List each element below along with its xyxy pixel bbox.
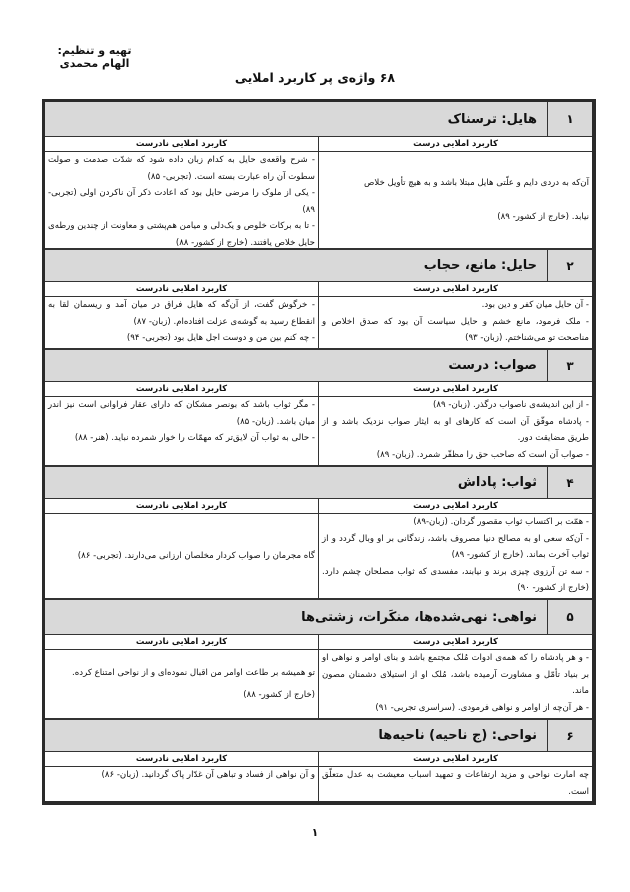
entry-body bbox=[45, 297, 592, 350]
entry-title: حایل: مانع، حجاب bbox=[423, 258, 537, 273]
entry-title: نواهی: نهی‌شده‌ها، منکَرات، زشتی‌ها bbox=[301, 609, 537, 625]
example-line: (خارج از کشور- ۸۸) bbox=[243, 690, 315, 700]
entry-header bbox=[45, 102, 592, 137]
incorrect-usage bbox=[45, 297, 318, 348]
entry-section bbox=[45, 102, 592, 250]
entry-number: ۴ bbox=[547, 467, 592, 498]
entry-title: نواحی: (ج ناحیه) ناحیه‌ها bbox=[378, 728, 537, 743]
entry-section bbox=[45, 350, 592, 467]
correct-usage bbox=[318, 397, 592, 465]
incorrect-header: کاربرد املایی نادرست bbox=[135, 284, 228, 294]
example-line: - شرح واقعه‌ی حایل به کدام زبان داده شود که شدّت صدمت و صولت سطوت آن راه عبارت بسته است. (تجربی- ۸۵) bbox=[48, 155, 315, 182]
entry-header bbox=[45, 600, 592, 635]
example-line: آن‌که به دردی دایم و علّتی هایل مبتلا باشد و به هیچ تأویل خلاص bbox=[363, 178, 589, 188]
example-line: گاه مجرمان را صواب کردار مخلصان ارزانی می‌دارند. (تجربی- ۸۶) bbox=[77, 550, 315, 561]
author-credit: تهیه و تنظیم: الهام محمدی bbox=[57, 44, 132, 70]
column-headers bbox=[45, 382, 592, 397]
example-line: - آن حایل میان کفر و دین بود. bbox=[481, 300, 589, 310]
page-number: ۱ bbox=[311, 826, 319, 839]
example-line: - خرگوش گفت، از آن‌گه که هایل فراق در میان آمد و ریسمان لقا به انقطاع رسید به گوشه‌ی عزلت افتاده‌ام. (زبان- ۸۷) bbox=[48, 300, 315, 327]
correct-header: کاربرد املایی درست bbox=[318, 137, 592, 151]
column-headers bbox=[45, 499, 592, 514]
incorrect-usage bbox=[45, 152, 318, 248]
entry-body bbox=[45, 650, 592, 720]
correct-usage bbox=[318, 514, 592, 598]
entry-section bbox=[45, 600, 592, 720]
example-line: تو همیشه بر طاعت اوامر من اقبال نموده‌ای و از نواحی امتناع کرده. bbox=[72, 668, 315, 678]
correct-header: کاربرد املایی درست bbox=[318, 382, 592, 396]
example-line: - آن‌که سعی او به مصالح دنیا مصروف باشد، زندگانی بر او وبال گردد و از ثواب آخرت بماند. (خارج از کشور- ۸۹) bbox=[322, 533, 589, 560]
example-line: - تا به برکات خلوص و یک‌دلی و میامن هم‌پشتی و معاونت از چندین ورطه‌ی حایل خلاص یافتند. (خارج از کشور- ۸۸) bbox=[48, 221, 315, 248]
entry-header bbox=[45, 250, 592, 282]
correct-header: کاربرد املایی درست bbox=[318, 499, 592, 513]
incorrect-usage bbox=[45, 514, 318, 598]
column-headers bbox=[45, 635, 592, 650]
example-line: - یکی از ملوک را مرضی حایل بود که اعادت ذکر آن ناکردن اولی (تجربی- ۸۹) bbox=[48, 188, 315, 215]
entry-header bbox=[45, 720, 592, 752]
example-line: - سه تن آرزوی چیزی برند و نیابند، مفسدی که ثواب مصلحان چشم دارد. (خارج از کشور- ۹۰) bbox=[322, 566, 589, 593]
entry-body bbox=[45, 767, 592, 801]
column-headers bbox=[45, 752, 592, 767]
example-line: چه امارت نواحی و مزید ارتفاعات و تمهید اسباب معیشت به عدل متعلّق است. bbox=[322, 770, 589, 797]
entry-title: صواب: درست bbox=[448, 358, 537, 373]
entry-section bbox=[45, 250, 592, 350]
incorrect-usage bbox=[45, 650, 318, 718]
incorrect-header: کاربرد املایی نادرست bbox=[135, 754, 228, 764]
example-line: - همّت بر اکتساب ثواب مقصور گردان. (زبان-۸۹) bbox=[413, 517, 589, 527]
entry-header bbox=[45, 467, 592, 499]
example-line: - از این اندیشه‌ی ناصواب درگذر. (زبان- ۸۹) bbox=[433, 400, 589, 410]
example-line: - پادشاه موفّق آن است که کارهای او به ایثار صواب نزدیک باشد و از طریق مضایقت دور. bbox=[322, 416, 589, 443]
incorrect-header: کاربرد املایی نادرست bbox=[135, 637, 228, 647]
entry-number: ۵ bbox=[547, 600, 592, 634]
example-line: - صواب آن است که صاحب حق را مظفّر شمرد. (زبان- ۸۹) bbox=[376, 449, 589, 460]
entry-body bbox=[45, 514, 592, 600]
entry-body bbox=[45, 397, 592, 467]
example-line: نیابد. (خارج از کشور- ۸۹) bbox=[497, 212, 589, 222]
example-line: - چه کنم بین من و دوست اجل هایل بود (تجربی- ۹۴) bbox=[126, 333, 315, 343]
entry-header bbox=[45, 350, 592, 382]
correct-header: کاربرد املایی درست bbox=[318, 282, 592, 296]
correct-header: کاربرد املایی درست bbox=[318, 635, 592, 649]
vocabulary-table bbox=[42, 99, 596, 805]
entry-body bbox=[45, 152, 592, 250]
entry-section bbox=[45, 467, 592, 600]
incorrect-header: کاربرد املایی نادرست bbox=[135, 384, 228, 394]
example-line: - هر آن‌چه از اوامر و نواهی فرمودی. (سراسری تجربی- ۹۱) bbox=[375, 702, 589, 713]
correct-header: کاربرد املایی درست bbox=[318, 752, 592, 766]
column-headers bbox=[45, 282, 592, 297]
document-title: ۶۸ واژه‌ی پر کاربرد املایی bbox=[234, 70, 396, 85]
correct-usage bbox=[318, 152, 592, 248]
entry-number: ۶ bbox=[547, 720, 592, 751]
example-line: و آن نواهی از فساد و تباهی آن غدّار پاک گردانید. (زبان- ۸۶) bbox=[101, 770, 315, 780]
entry-number: ۳ bbox=[547, 350, 592, 381]
entry-section bbox=[45, 720, 592, 801]
incorrect-header: کاربرد املایی نادرست bbox=[135, 501, 228, 511]
example-line: - و هر پادشاه را که همه‌ی ادوات مُلک مجتمع باشد و بنای اوامر و نواهی او بر بنیاد تأمّل و مشاورت آرمیده باشد، مُلک او از استیلای دشمنان مصون ماند. bbox=[322, 653, 589, 696]
incorrect-usage bbox=[45, 767, 318, 801]
correct-usage bbox=[318, 767, 592, 801]
example-line: - ملک فرمود، مانع خشم و حایل سیاست آن بود که صدق اخلاص و مناصحت تو می‌شناختم. (زبان- ۹۳) bbox=[322, 316, 589, 343]
example-line: - حالی به ثواب آن لایق‌تر که مهمّات را خوار شمرده نباید. (هنر- ۸۸) bbox=[74, 433, 315, 443]
entry-title: ثواب: پاداش bbox=[457, 475, 537, 490]
column-headers bbox=[45, 137, 592, 152]
entry-number: ۱ bbox=[547, 102, 592, 136]
example-line: - مگر ثواب باشد که بونصر مشکان که دارای عقار فراوانی است نیز اندر میان باشد. (زبان- ۸۵) bbox=[48, 400, 315, 427]
entry-title: هایل: ترسناک bbox=[447, 111, 537, 127]
incorrect-header: کاربرد املایی نادرست bbox=[135, 139, 228, 149]
correct-usage bbox=[318, 297, 592, 348]
entry-number: ۲ bbox=[547, 250, 592, 281]
incorrect-usage bbox=[45, 397, 318, 465]
correct-usage bbox=[318, 650, 592, 718]
